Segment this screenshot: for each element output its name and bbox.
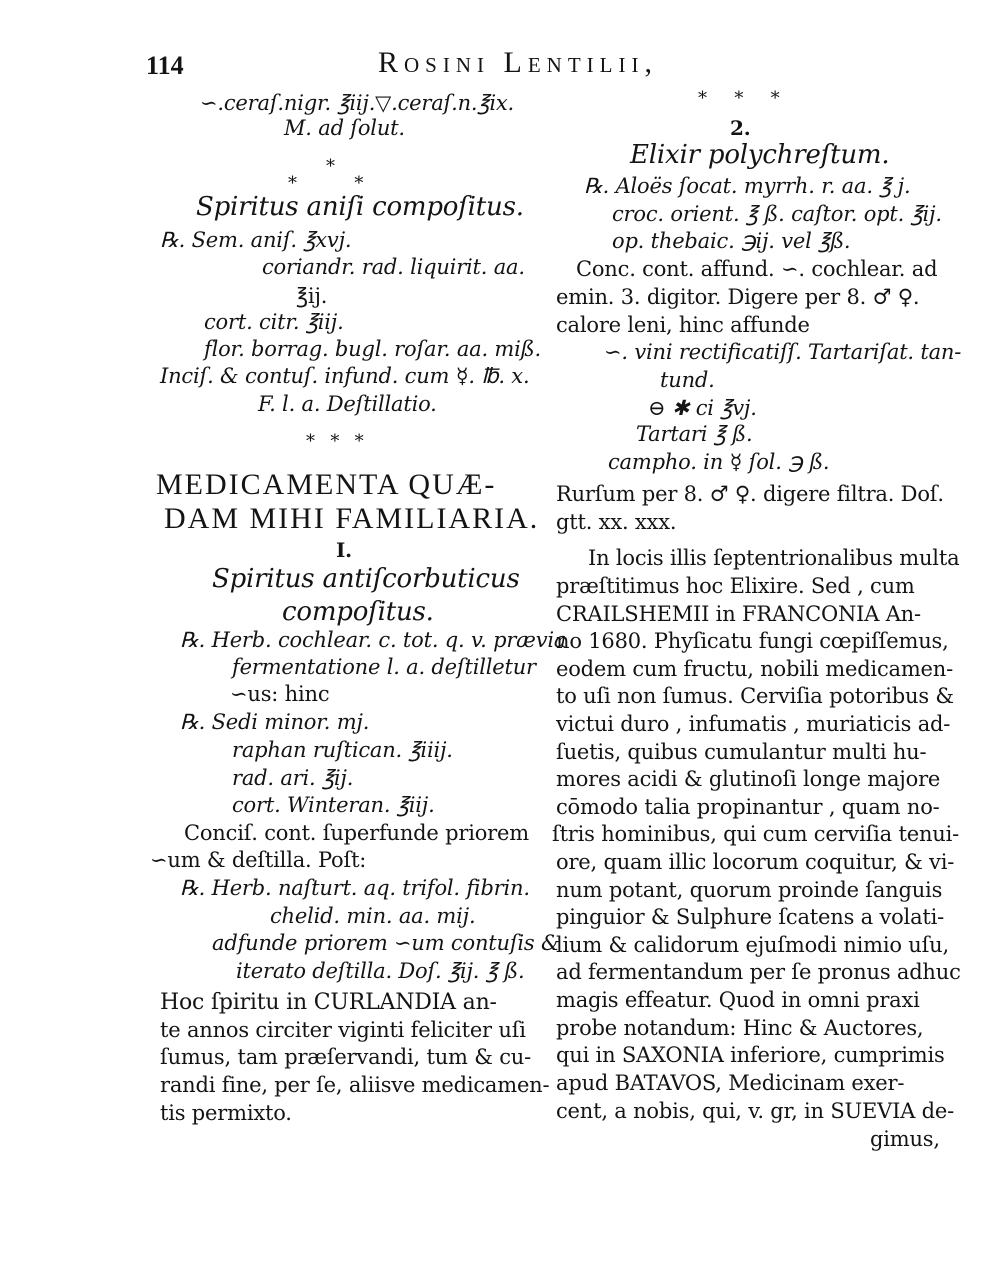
right-line: ſtris hominibus, qui cum cerviſia tenui- — [552, 822, 960, 846]
left-line: cort. Winteran. ℥iij. — [232, 793, 435, 817]
right-line: num potant, quorum proinde ſanguis — [556, 878, 943, 902]
right-line: probe notandum: Hinc & Auctores, — [556, 1016, 924, 1040]
running-head: Rosini Lentilii, — [378, 46, 658, 79]
chapter-title: DAM MIHI FAMILIARIA. — [164, 502, 540, 535]
right-line: qui in SAXONIA inferiore, cumprimis — [556, 1043, 945, 1067]
right-line: ∽. vini rectificatiſſ. Tartariſat. tan- — [604, 340, 962, 364]
left-line: chelid. min. aa. mij. — [270, 904, 476, 928]
section-heading: Elixir polychreſtum. — [630, 140, 890, 170]
right-line: mores acidi & glutinoſi longe majore — [556, 767, 941, 791]
right-line: In locis illis ſeptentrionalibus multa — [588, 546, 960, 570]
right-line: eodem cum fructu, nobili medicamen- — [556, 657, 953, 681]
right-line: op. thebaic. ℈ij. vel ℥ß. — [612, 229, 851, 253]
right-line: tund. — [660, 368, 715, 392]
right-line: emin. 3. digitor. Digere per 8. ♂ ♀. — [556, 285, 920, 309]
right-line: ſuetis, quibus cumulantur multi hu- — [556, 740, 927, 764]
right-line: ⊖ ✱ ci ℥vj. — [648, 396, 757, 420]
left-ornament: * * — [288, 173, 364, 194]
left-line: M. ad ſolut. — [284, 116, 405, 140]
section-heading: Spiritus aniſi compoſitus. — [196, 192, 524, 222]
left-ornament: * * * — [306, 431, 364, 452]
left-line: Inciſ. & contuſ. infund. cum ☿. ℔. x. — [160, 364, 530, 388]
right-line: to uſi non ſumus. Cerviſia potoribus & — [556, 684, 954, 708]
right-line: gtt. xx. xxx. — [556, 510, 677, 534]
page-number: 114 — [146, 51, 184, 80]
right-line: no 1680. Phyſicatu fungi cœpiſſemus, — [556, 629, 949, 653]
right-line: campho. in ☿ ſol. ℈ ß. — [608, 450, 830, 474]
right-line: cent, a nobis, qui, v. gr, in SUEVIA de- — [556, 1099, 955, 1123]
left-line: fermentatione l. a. deſtilletur — [232, 655, 536, 679]
right-line: victui duro , infumatis , muriaticis ad- — [556, 712, 951, 736]
left-line: flor. borrag. bugl. roſar. aa. miß. — [204, 337, 541, 361]
right-line: Tartari ℥ ß. — [636, 422, 753, 446]
right-line: ad fermentandum per ſe pronus adhuc — [556, 960, 961, 984]
right-line: lium & calidorum ejuſmodi nimio uſu, — [556, 933, 949, 957]
section-number: 2. — [730, 116, 751, 140]
right-line: gimus, — [870, 1127, 940, 1151]
right-line: calore leni, hinc affunde — [556, 313, 810, 337]
left-line: tis permixto. — [160, 1101, 292, 1125]
left-line: Hoc ſpiritu in CURLANDIA an- — [160, 990, 497, 1015]
left-line: raphan ruſtican. ℥iiij. — [232, 738, 453, 762]
left-line: ∽um & deſtilla. Poſt: — [150, 848, 367, 872]
right-line: Conc. cont. affund. ∽. cochlear. ad — [576, 257, 938, 281]
right-line: ℞. Aloës ſocat. myrrh. r. aa. ℥ j. — [584, 174, 911, 198]
left-line: ℞. Sedi minor. mj. — [180, 710, 370, 734]
right-line: præſtitimus hoc Elixire. Sed , cum — [556, 574, 915, 598]
right-line: croc. orient. ℥ ß. caſtor. opt. ℥ij. — [612, 202, 942, 226]
left-ornament: * — [326, 156, 335, 177]
left-line: ∽us: hinc — [230, 682, 330, 706]
right-line: Rurſum per 8. ♂ ♀. digere filtra. Doſ. — [556, 482, 944, 506]
right-line: ore, quam illic locorum coquitur, & vi- — [556, 850, 955, 874]
right-ornament: * * * — [698, 88, 780, 109]
section-number: I. — [336, 538, 352, 562]
left-line: cort. citr. ℥iij. — [204, 310, 344, 334]
left-line: iterato deſtilla. Doſ. ℥ij. ℥ ß. — [236, 959, 525, 983]
left-line: coriandr. rad. liquirit. aa. — [262, 255, 525, 279]
left-line: Conciſ. cont. ſuperfunde priorem — [184, 821, 529, 845]
left-line: ∽.ceraſ.nigr. ℥iij.▽.ceraſ.n.℥ix. — [200, 91, 514, 115]
left-line: F. l. a. Deſtillatio. — [258, 392, 437, 416]
chapter-title: MEDICAMENTA QUÆ- — [156, 468, 497, 501]
left-line: ℞. Sem. aniſ. ℥xvj. — [160, 228, 352, 252]
left-line: adfunde priorem ∽um contuſis & — [212, 931, 560, 955]
left-line: randi fine, per ſe, aliisve medicamen- — [160, 1073, 550, 1097]
right-line: pinguior & Sulphure ſcatens a volati- — [556, 905, 945, 929]
section-heading: compoſitus. — [282, 597, 434, 627]
left-line: ℞. Herb. cochlear. c. tot. q. v. prævia — [180, 628, 567, 652]
left-line: rad. ari. ℥ij. — [232, 766, 354, 790]
section-heading: Spiritus antiſcorbuticus — [212, 564, 520, 594]
left-line: ℥ij. — [296, 284, 328, 308]
left-line: te annos circiter viginti feliciter uſi — [160, 1018, 526, 1042]
right-line: CRAILSHEMII in FRANCONIA An- — [556, 602, 921, 626]
left-line: ℞. Herb. naſturt. aq. trifol. fibrin. — [180, 876, 530, 900]
right-line: magis effeatur. Quod in omni praxi — [556, 988, 920, 1012]
right-line: apud BATAVOS, Medicinam exer- — [556, 1071, 905, 1095]
left-line: ſumus, tam præſervandi, tum & cu- — [160, 1045, 531, 1069]
right-line: cōmodo talia propinantur , quam no- — [556, 795, 940, 819]
